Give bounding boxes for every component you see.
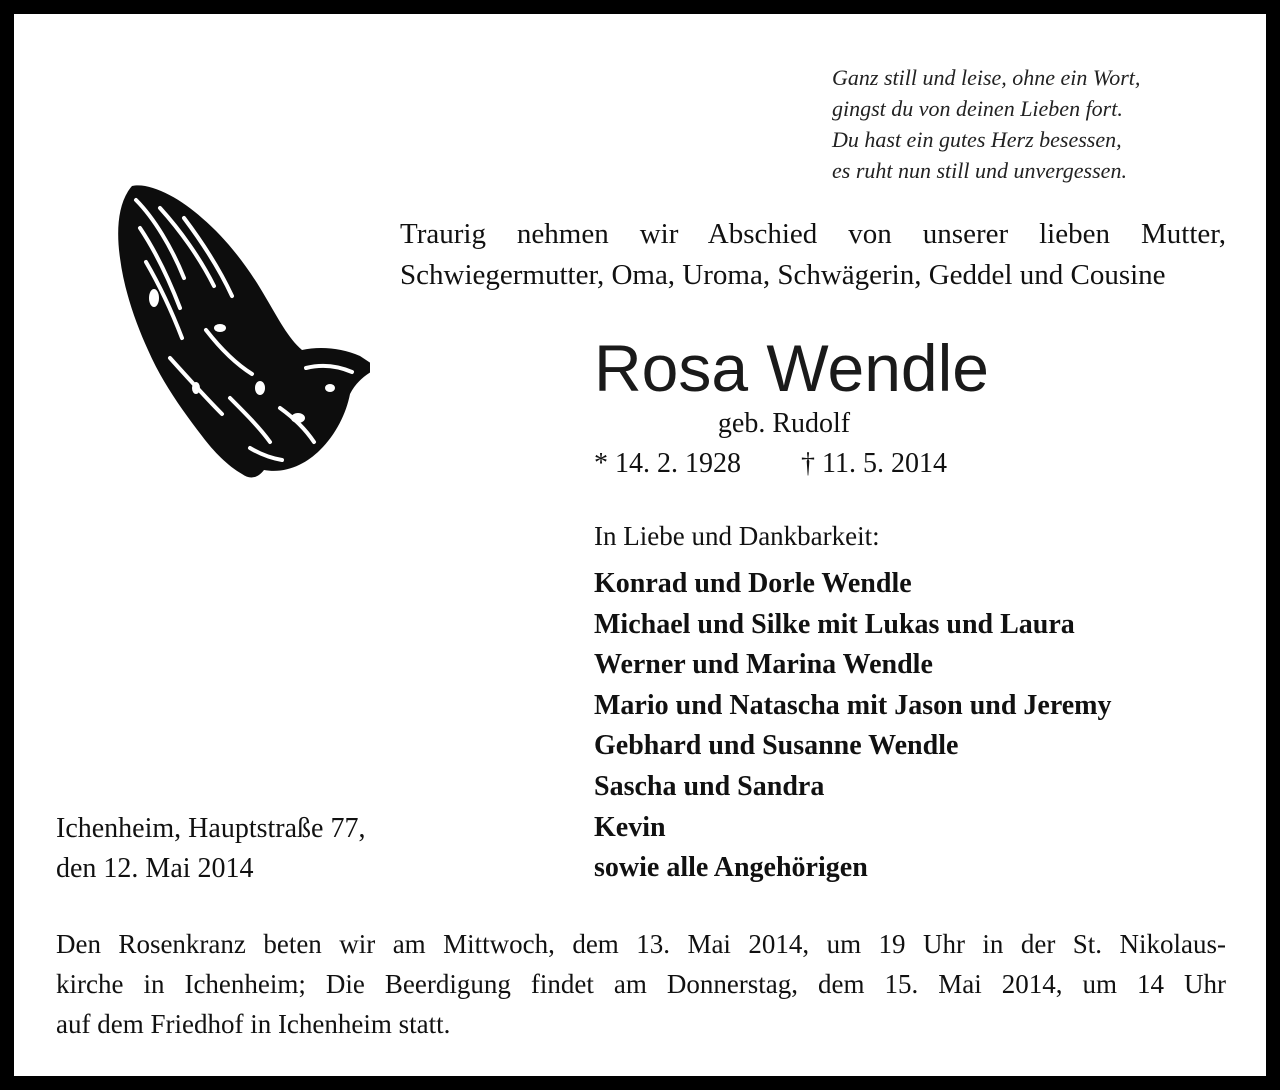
list-item: Konrad und Dorle Wendle — [594, 568, 912, 599]
deceased-name: Rosa Wendle — [594, 331, 990, 405]
poem-line: Du hast ein gutes Herz besessen, — [832, 127, 1122, 152]
service-line: auf dem Friedhof in Ichenheim statt. — [56, 1009, 451, 1039]
list-item: Sascha und Sandra — [594, 770, 825, 802]
service-line: kirche in Ichenheim; Die Beerdigung findet am Donnerstag, dem 15. Mai 2014, um 14 Uhr — [56, 969, 1226, 999]
obituary-notice — [14, 14, 1266, 1076]
intro-text — [400, 214, 1226, 296]
service-info — [56, 924, 1226, 1044]
life-dates — [594, 446, 947, 482]
list-item: Michael und Silke mit Lukas und Laura — [594, 608, 1075, 640]
birth-date: * 14. 2. 1928 — [594, 448, 741, 479]
list-item: sowie alle Angehörigen — [594, 852, 868, 884]
maiden-name: geb. Rudolf — [717, 408, 851, 439]
poem-line: Ganz still und leise, ohne ein Wort, — [832, 65, 1141, 90]
service-line: Den Rosenkranz beten wir am Mittwoch, dem 13. Mai 2014, um 19 Uhr in der St. Nikolaus- — [56, 929, 1226, 959]
address-line: Ichenheim, Hauptstraße 77, — [56, 813, 366, 844]
intro-line: Schwiegermutter, Oma, Uroma, Schwägerin, Geddel und Cousine — [400, 259, 1166, 291]
list-item: Gebhard und Susanne Wendle — [594, 730, 959, 762]
list-item: Mario und Natascha mit Jason und Jeremy — [594, 689, 1112, 721]
poem — [832, 62, 1212, 186]
mourners-list — [594, 564, 1112, 889]
place-and-date — [56, 809, 365, 889]
death-date: † 11. 5. 2014 — [801, 448, 947, 479]
poem-line: gingst du von deinen Lieben fort. — [832, 96, 1123, 121]
poem-line: es ruht nun still und unvergessen. — [832, 158, 1127, 183]
list-item: Kevin — [594, 811, 666, 843]
list-item: Werner und Marina Wendle — [594, 649, 933, 681]
intro-line: Traurig nehmen wir Abschied von unserer lieben Mutter, — [400, 218, 1226, 250]
date-line: den 12. Mai 2014 — [56, 853, 254, 884]
praying-hands-icon — [110, 178, 370, 478]
thanks-line: In Liebe und Dankbarkeit: — [594, 521, 880, 551]
